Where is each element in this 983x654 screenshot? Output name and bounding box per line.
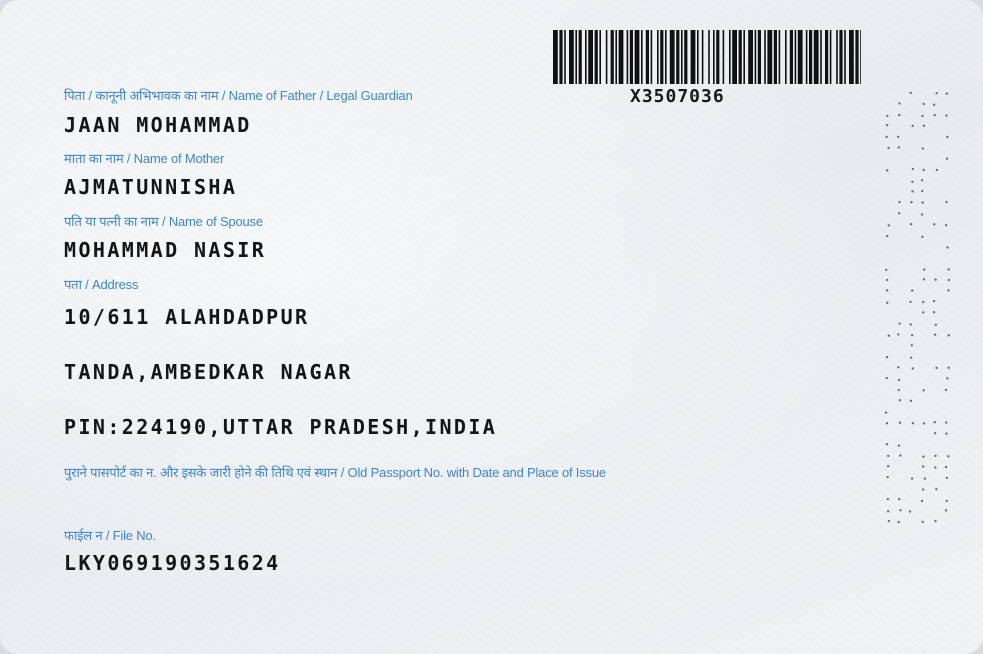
- barcode: [553, 30, 861, 84]
- mother-name-value: AJMATUNNISHA: [64, 175, 238, 199]
- father-name-value: JAAN MOHAMMAD: [64, 113, 252, 137]
- father-name-label: पिता / कानूनी अभिभावक का नाम / Name of Father / Legal Guardian: [64, 88, 413, 103]
- file-number-label: फाईल न / File No.: [64, 528, 156, 543]
- spouse-name-label: पति या पत्नी का नाम / Name of Spouse: [64, 214, 263, 229]
- mother-name-label: माता का नाम / Name of Mother: [64, 151, 225, 166]
- file-number-value: LKY069190351624: [64, 551, 281, 575]
- address-line-2: TANDA,AMBEDKAR NAGAR: [64, 360, 353, 384]
- barcode-number: X3507036: [630, 86, 725, 107]
- old-passport-label: पुराने पासपोर्ट का न. और इसके जारी होने की तिथि एवं स्थान / Old Passport No. with Date and Place of Issue: [64, 465, 606, 480]
- perforated-number-pattern: [880, 88, 960, 538]
- address-line-1: 10/611 ALAHDADPUR: [64, 305, 310, 329]
- address-label: पता / Address: [64, 277, 139, 292]
- address-line-3: PIN:224190,UTTAR PRADESH,INDIA: [64, 415, 498, 439]
- spouse-name-value: MOHAMMAD NASIR: [64, 238, 267, 262]
